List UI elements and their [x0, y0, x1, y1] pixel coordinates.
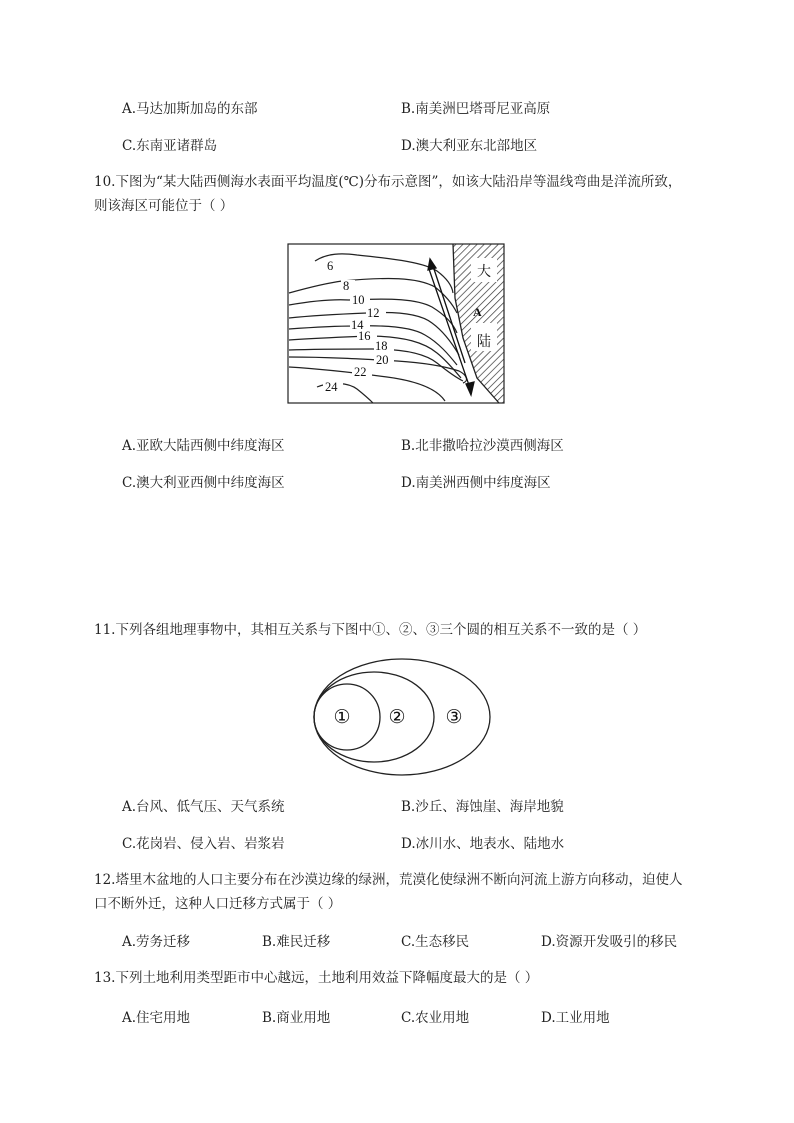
q9-option-b: B.南美洲巴塔哥尼亚高原 [401, 101, 551, 117]
q11-option-d: D.冰川水、地表水、陆地水 [401, 836, 565, 852]
isotherm-label-14: 14 [351, 318, 364, 332]
q11-option-b: B.沙丘、海蚀崖、海岸地貌 [401, 799, 564, 815]
q12-stem-line2: 口不断外迁，这种人口迁移方式属于（ ） [94, 896, 342, 912]
isotherm-label-18: 18 [375, 339, 388, 353]
circle-label-1: ① [333, 707, 351, 728]
q10-stem-line2: 则该海区可能位于（ ） [94, 198, 234, 214]
q12-option-a: A.劳务迁移 [122, 934, 191, 950]
q13-option-b: B.商业用地 [262, 1010, 331, 1026]
q9-option-c: C.东南亚诸群岛 [122, 138, 218, 154]
circle-label-2: ② [388, 707, 406, 728]
nested-circles-figure [312, 655, 494, 778]
isotherm-label-8: 8 [343, 279, 350, 293]
q13-option-c: C.农业用地 [401, 1010, 470, 1026]
q11-option-c: C.花岗岩、侵入岩、岩浆岩 [122, 836, 285, 852]
circle-label-3: ③ [445, 707, 463, 728]
point-a-label: A [473, 305, 482, 319]
q10-option-c: C.澳大利亚西侧中纬度海区 [122, 475, 285, 491]
q13-stem: 13.下列土地利用类型距市中心越远，土地利用效益下降幅度最大的是（ ） [94, 970, 539, 986]
q10-stem-line1: 10.下图为“某大陆西侧海水表面平均温度(℃)分布示意图”，如该大陆沿岸等温线弯曲是洋流所致， [94, 174, 682, 190]
q12-option-c: C.生态移民 [401, 934, 470, 950]
isotherm-label-12: 12 [367, 306, 380, 320]
land-char-1: 大 [477, 265, 491, 280]
q13-option-a: A.住宅用地 [122, 1010, 191, 1026]
isotherm-label-16: 16 [358, 329, 371, 343]
q10-option-a: A.亚欧大陆西侧中纬度海区 [122, 438, 285, 454]
isotherm-label-20: 20 [376, 353, 389, 367]
isotherm-label-24: 24 [325, 380, 338, 394]
isotherm-label-22: 22 [354, 365, 367, 379]
q11-stem: 11.下列各组地理事物中，其相互关系与下图中①、②、③三个圆的相互关系不一致的是（ ） [94, 622, 647, 638]
q12-option-d: D.资源开发吸引的移民 [541, 934, 678, 950]
q13-option-d: D.工业用地 [541, 1010, 610, 1026]
land-char-2: 陆 [477, 335, 491, 350]
circle-2 [314, 672, 434, 762]
q9-option-a: A.马达加斯加岛的东部 [122, 101, 258, 117]
q9-option-d: D.澳大利亚东北部地区 [401, 138, 538, 154]
q10-option-d: D.南美洲西侧中纬度海区 [401, 475, 551, 491]
q11-option-a: A.台风、低气压、天气系统 [122, 799, 285, 815]
q10-option-b: B.北非撒哈拉沙漠西侧海区 [401, 438, 564, 454]
isotherm-figure [287, 243, 505, 405]
isotherm-label-6: 6 [327, 259, 334, 273]
isotherm-label-10: 10 [352, 293, 365, 307]
q12-option-b: B.难民迁移 [262, 934, 331, 950]
q12-stem-line1: 12.塔里木盆地的人口主要分布在沙漠边缘的绿洲，荒漠化使绿洲不断向河流上游方向移动，迫使人 [94, 872, 683, 888]
